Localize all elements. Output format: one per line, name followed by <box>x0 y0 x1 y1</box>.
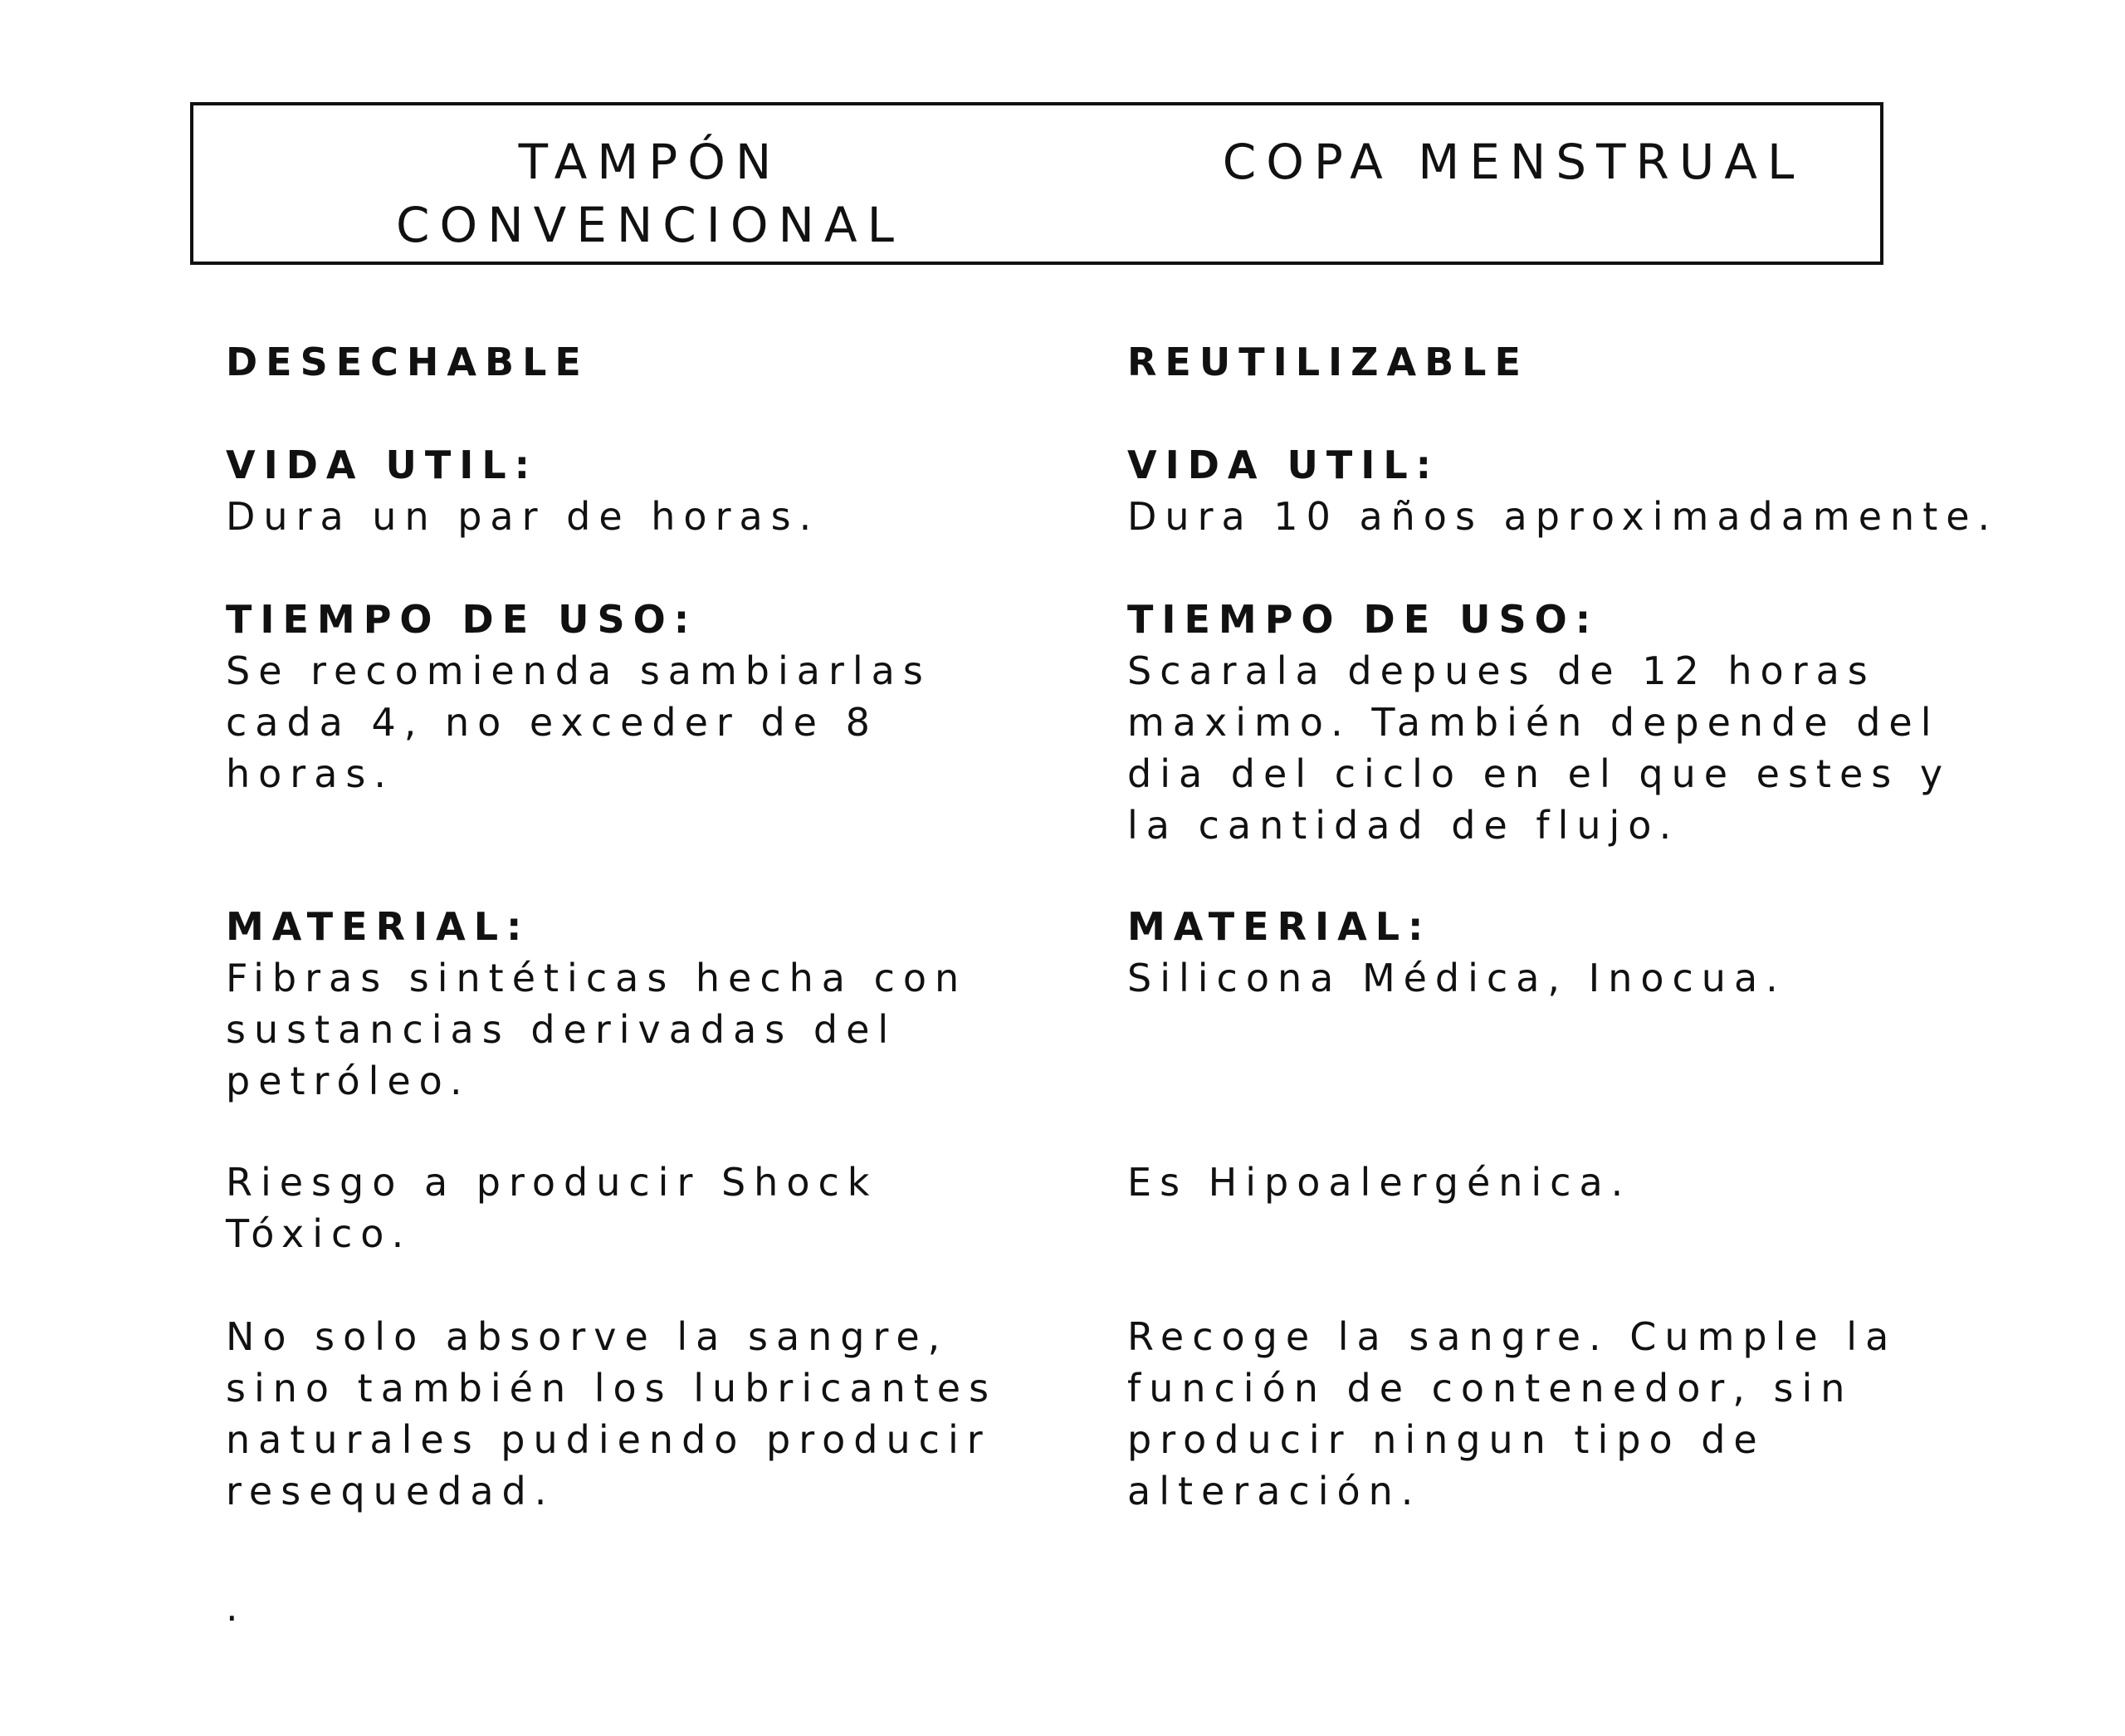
copa-type-section <box>1127 336 1529 388</box>
copa-vida-util-label: VIDA UTIL: <box>1127 443 1440 487</box>
copa-vida-util-text: Dura 10 años aproximadamente. <box>1127 494 1999 539</box>
tampon-material-text: Fibras sintéticas hecha con sustancias derivadas del petróleo. <box>226 956 968 1103</box>
tampon-tiempo-section <box>226 594 931 800</box>
trailing-dot: . <box>226 1585 247 1630</box>
copa-type: REUTILIZABLE <box>1127 340 1529 384</box>
tampon-tiempo-label: TIEMPO DE USO: <box>226 597 698 642</box>
copa-tiempo-section <box>1127 594 1951 851</box>
tampon-type-section <box>226 336 589 388</box>
copa-tiempo-label: TIEMPO DE USO: <box>1127 597 1600 642</box>
copa-vida-util-section <box>1127 439 1998 542</box>
tampon-trailing-section <box>226 1582 247 1633</box>
copa-recoge-text: Recoge la sangre. Cumple la función de contenedor, sin producir ningun tipo de alteración. <box>1127 1314 1898 1513</box>
copa-material-text: Silicona Médica, Inocua. <box>1127 956 1786 1000</box>
tampon-type: DESECHABLE <box>226 340 589 384</box>
tampon-material-label: MATERIAL: <box>226 904 530 949</box>
tampon-title: TAMPÓN CONVENCIONAL <box>396 134 904 253</box>
tampon-vida-util-text: Dura un par de horas. <box>226 494 820 539</box>
comparison-header <box>190 102 1883 265</box>
tampon-tiempo-text: Se recomienda sambiarlas cada 4, no exceder de 8 horas. <box>226 648 931 796</box>
tampon-vida-util-section <box>226 439 819 542</box>
tampon-riesgo-section <box>226 1157 877 1259</box>
copa-title: COPA MENSTRUAL <box>1222 134 1805 190</box>
copa-recoge-section <box>1127 1311 1897 1517</box>
tampon-absorbe-text: No solo absorve la sangre, sino también los lubricantes naturales pudiendo producir resequedad. <box>226 1314 998 1513</box>
tampon-riesgo-text: Riesgo a producir Shock Tóxico. <box>226 1160 878 1256</box>
copa-hipo-section <box>1127 1157 1631 1208</box>
tampon-absorbe-section <box>226 1311 997 1517</box>
copa-tiempo-text: Scarala depues de 12 horas maximo. También depende del dia del ciclo en el que estes y la cantidad de flujo. <box>1127 648 1952 848</box>
copa-material-label: MATERIAL: <box>1127 904 1432 949</box>
copa-material-section <box>1127 901 1786 1004</box>
tampon-vida-util-label: VIDA UTIL: <box>226 443 539 487</box>
copa-hipo-text: Es Hipoalergénica. <box>1127 1160 1632 1205</box>
tampon-material-section <box>226 901 967 1107</box>
